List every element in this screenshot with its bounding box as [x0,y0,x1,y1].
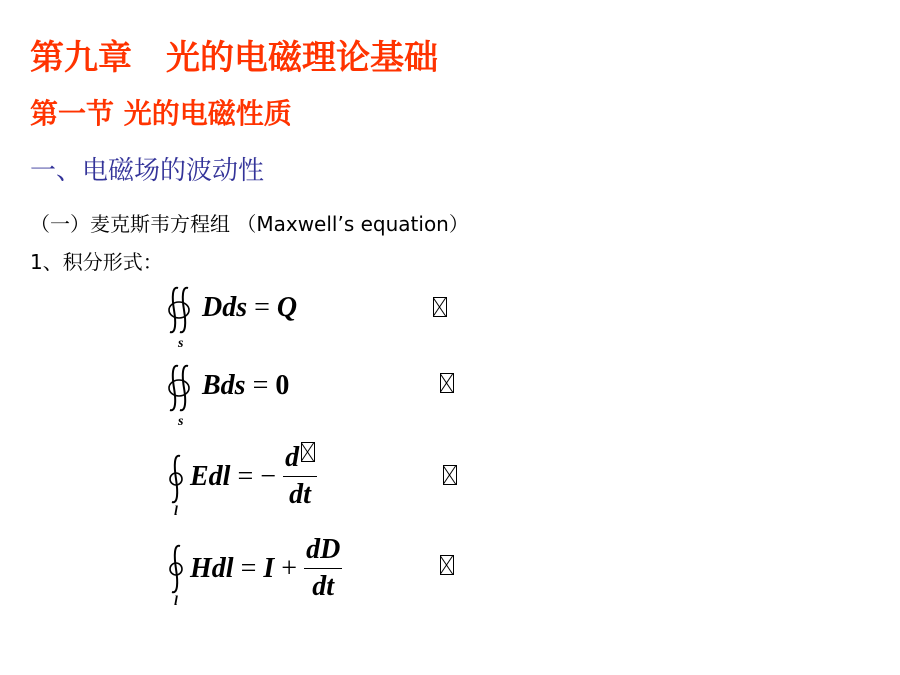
equation-1-lhs: Dds [202,292,248,323]
equation-3-lhs: Edl [190,460,231,492]
equation-4-fraction [304,534,342,603]
contour-integral-icon [166,452,188,506]
equation-1-subscript: s [178,336,184,351]
missing-glyph-box-icon [433,297,447,317]
equation-1-operator: = [254,292,270,323]
equation-2-operator: = [252,370,269,401]
equation-4-denominator: dt [312,571,335,602]
double-integral-icon [166,362,200,414]
equation-4-lhs: Hdl [190,552,234,584]
equation-2-subscript: s [178,414,184,429]
missing-glyph-box-icon [440,373,454,393]
missing-glyph-box-icon [443,465,457,485]
equation-4-numerator: dD [304,534,342,569]
equation-2-lhs: Bds [202,370,246,401]
equation-3-denominator: dt [289,479,311,510]
missing-glyph-box-icon [301,442,315,462]
item-heading: 1、积分形式： [30,250,163,274]
equation-3-fraction [283,442,317,511]
equation-4-rhs: I [263,552,275,584]
double-integral-icon [166,284,200,336]
equation-4-subscript: l [174,594,178,609]
missing-glyph-box-icon [440,555,454,575]
chapter-title: 第九章 光的电磁理论基础 [30,38,438,78]
section-title: 第一节 光的电磁性质 [30,97,292,130]
equation-4-plus: + [281,552,298,584]
equation-4-operator: = [240,552,257,584]
subsection-title: 一、电磁场的波动性 [30,156,265,186]
equation-1-rhs: Q [276,292,298,323]
equation-2-rhs: 0 [275,370,290,401]
equation-3-operator: = − [237,460,277,492]
part-heading: （一）麦克斯韦方程组 （Maxwell’s equation） [30,212,469,236]
equation-3-subscript: l [174,504,178,519]
contour-integral-icon [166,542,188,596]
equation-3-numerator: d [285,442,300,473]
